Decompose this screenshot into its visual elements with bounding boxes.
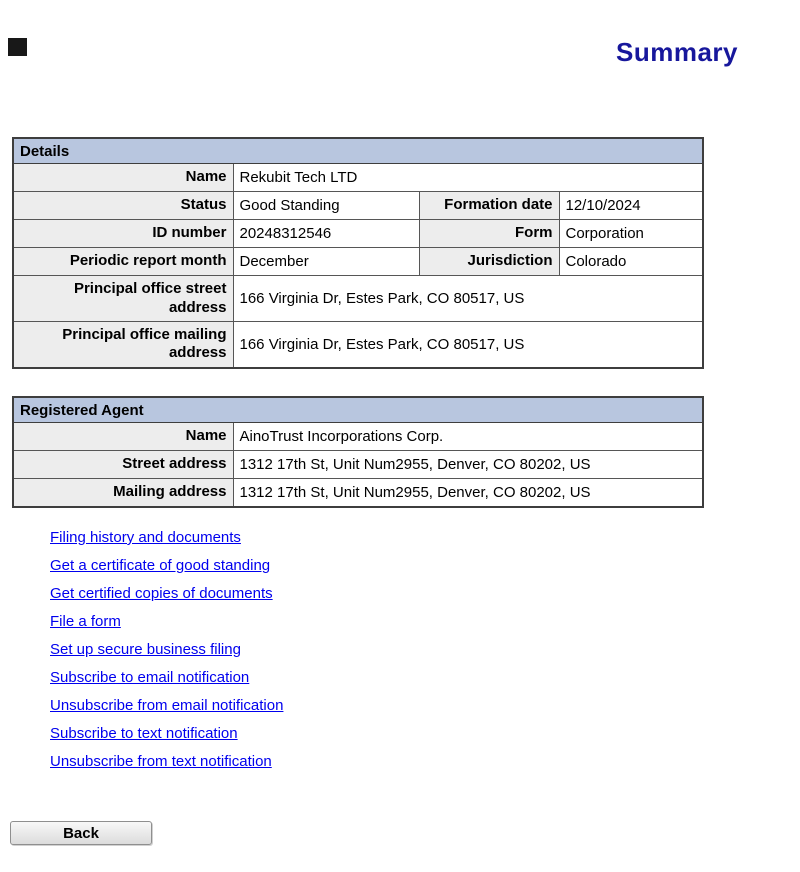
link-subscribe-to-text-notification[interactable]: Subscribe to text notification xyxy=(50,725,238,742)
back-button[interactable]: Back xyxy=(10,821,152,845)
field-value: 166 Virginia Dr, Estes Park, CO 80517, US xyxy=(233,322,703,368)
link-get-certified-copies-of-documents[interactable]: Get certified copies of documents xyxy=(50,585,273,602)
table-row xyxy=(13,138,703,164)
table-row xyxy=(13,192,703,220)
table-row xyxy=(13,322,703,368)
field-value: Good Standing xyxy=(233,192,419,220)
field-label: ID number xyxy=(13,220,233,248)
field-label: Jurisdiction xyxy=(419,248,559,276)
field-label: Status xyxy=(13,192,233,220)
details-table xyxy=(12,137,704,369)
field-value: 20248312546 xyxy=(233,220,419,248)
link-unsubscribe-from-text-notification[interactable]: Unsubscribe from text notification xyxy=(50,753,272,770)
field-label: Street address xyxy=(13,451,233,479)
field-value: Rekubit Tech LTD xyxy=(233,164,703,192)
action-links xyxy=(50,530,283,782)
table-row xyxy=(13,423,703,451)
field-label: Principal office street address xyxy=(13,276,233,322)
link-file-a-form[interactable]: File a form xyxy=(50,613,121,630)
details-table-header: Details xyxy=(13,138,703,164)
field-value: 166 Virginia Dr, Estes Park, CO 80517, US xyxy=(233,276,703,322)
field-value: Colorado xyxy=(559,248,703,276)
field-label: Name xyxy=(13,164,233,192)
field-label: Periodic report month xyxy=(13,248,233,276)
table-row xyxy=(13,451,703,479)
table-row xyxy=(13,479,703,507)
link-get-certificate-of-good-standing[interactable]: Get a certificate of good standing xyxy=(50,557,271,574)
table-row xyxy=(13,220,703,248)
page-title: Summary xyxy=(616,37,738,67)
table-row xyxy=(13,164,703,192)
field-value: December xyxy=(233,248,419,276)
link-subscribe-to-email-notification[interactable]: Subscribe to email notification xyxy=(50,669,250,686)
registered-agent-table-header: Registered Agent xyxy=(13,397,703,423)
registered-agent-table xyxy=(12,396,704,508)
field-value: 1312 17th St, Unit Num2955, Denver, CO 80202, US xyxy=(233,479,703,507)
field-value: 1312 17th St, Unit Num2955, Denver, CO 80202, US xyxy=(233,451,703,479)
link-unsubscribe-from-email-notification[interactable]: Unsubscribe from email notification xyxy=(50,697,284,714)
field-value: AinoTrust Incorporations Corp. xyxy=(233,423,703,451)
link-filing-history-and-documents[interactable]: Filing history and documents xyxy=(50,529,241,546)
table-row xyxy=(13,276,703,322)
field-label: Formation date xyxy=(419,192,559,220)
field-label: Form xyxy=(419,220,559,248)
field-label: Mailing address xyxy=(13,479,233,507)
table-row xyxy=(13,248,703,276)
link-set-up-secure-business-filing[interactable]: Set up secure business filing xyxy=(50,641,241,658)
field-label: Name xyxy=(13,423,233,451)
logo-placeholder xyxy=(8,38,27,56)
table-row xyxy=(13,397,703,423)
field-label: Principal office mailing address xyxy=(13,322,233,368)
field-value: Corporation xyxy=(559,220,703,248)
field-value: 12/10/2024 xyxy=(559,192,703,220)
